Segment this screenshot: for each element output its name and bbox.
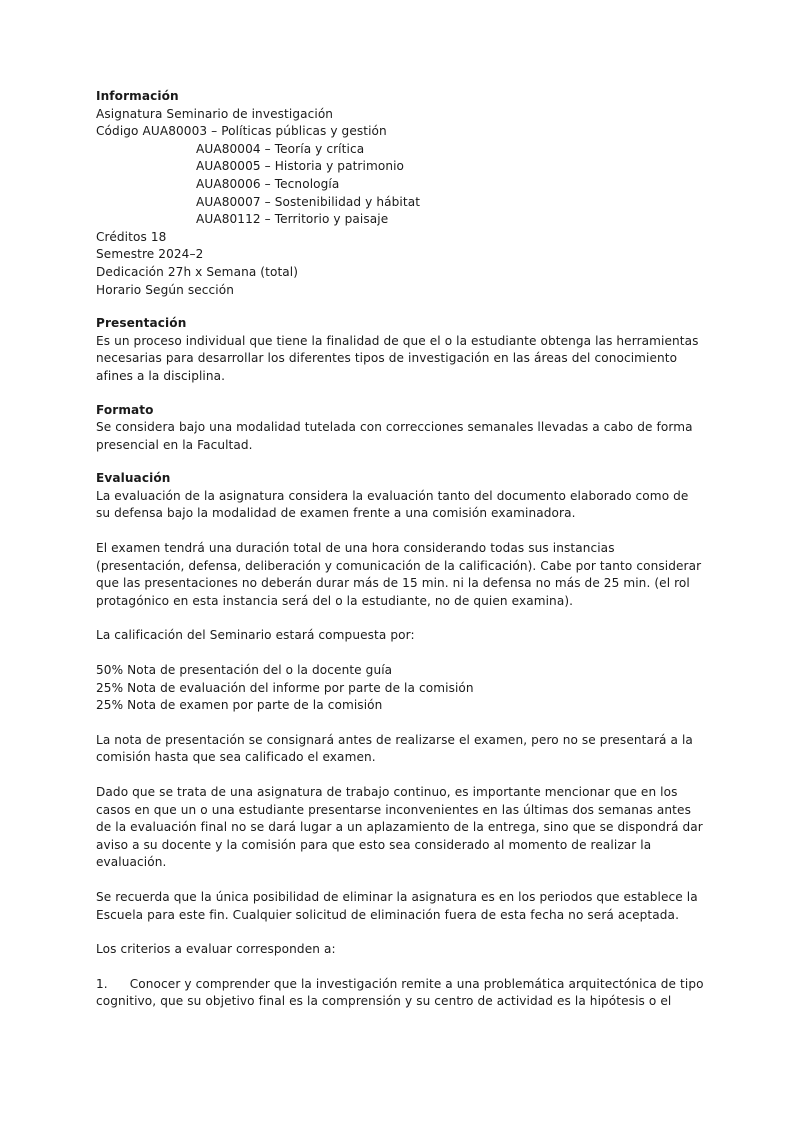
evaluacion-paragraph-4: La nota de presentación se consignará antes de realizarse el examen, pero no se presentará a la comisión hasta que sea calificado el examen. [96, 732, 693, 765]
spacer [96, 715, 704, 732]
evaluacion-paragraph-5: Dado que se trata de una asignatura de trabajo continuo, es importante mencionar que en los casos en que un o una estudiante presentarse inconvenientes en las últimas dos semanas antes de la evaluación final no se dará lugar a un aplazamiento de la entrega, sino que se dispondrá dar aviso a su docente y la comisión para que esto sea considerado al momento de realizar la evaluación. [96, 785, 703, 870]
presentacion-paragraph: Es un proceso individual que tiene la finalidad de que el o la estudiante obtenga las herramientas necesarias para desarrollar los diferentes tipos de investigación en las áreas del conocimiento afines a la disciplina. [96, 333, 699, 383]
info-line-aua80112: AUA80112 – Territorio y paisaje [196, 212, 389, 227]
info-line-semestre: Semestre 2024–2 [96, 247, 204, 262]
info-line-codigo: Código AUA80003 – Políticas públicas y gestión [96, 124, 387, 139]
section-heading: Presentación [96, 316, 187, 331]
section-evaluacion [96, 470, 704, 1011]
spacer [96, 523, 704, 540]
evaluacion-paragraph-7: Los criterios a evaluar corresponden a: [96, 942, 336, 957]
spacer [96, 645, 704, 662]
info-line-aua80005: AUA80005 – Historia y patrimonio [196, 159, 405, 174]
info-line-creditos: Créditos 18 [96, 229, 167, 244]
grading-item-1: 50% Nota de presentación del o la docente guía [96, 663, 393, 678]
criterion-item-1 [96, 976, 704, 1011]
criterion-text: Conocer y comprender que la investigación remite a una problemática arquitectónica de tipo cognitivo, que su objetivo final es la comprensión y su centro de actividad es la hipótesis o el [96, 976, 704, 1009]
section-presentacion [96, 315, 704, 385]
section-formato [96, 402, 704, 455]
info-line-horario: Horario Según sección [96, 282, 234, 297]
evaluacion-paragraph-3: La calificación del Seminario estará compuesta por: [96, 628, 415, 643]
evaluacion-paragraph-2: El examen tendrá una duración total de una hora considerando todas sus instancias (presentación, defensa, deliberación y comunicación de la calificación). Cabe por tanto considerar que las presentaciones no deberán durar más de 15 min. ni la defensa no más de 25 min. (el rol protagónico en esta instancia será del o la estudiante, no de quien examina). [96, 541, 702, 608]
evaluacion-paragraph-1: La evaluación de la asignatura considera la evaluación tanto del documento elaborado como de su defensa bajo la modalidad de examen frente a una comisión examinadora. [96, 488, 689, 521]
spacer [96, 454, 704, 470]
info-line-asignatura: Asignatura Seminario de investigación [96, 106, 334, 121]
evaluacion-paragraph-6: Se recuerda que la única posibilidad de eliminar la asignatura es en los periodos que establece la Escuela para este fin. Cualquier solicitud de eliminación fuera de esta fecha no será aceptada. [96, 889, 698, 922]
spacer [96, 610, 704, 627]
spacer [96, 872, 704, 889]
spacer [96, 924, 704, 941]
section-heading: Evaluación [96, 471, 171, 486]
document-body [96, 88, 704, 1011]
grading-item-3: 25% Nota de examen por parte de la comisión [96, 698, 383, 713]
spacer [96, 299, 704, 315]
info-line-dedicacion: Dedicación 27h x Semana (total) [96, 264, 299, 279]
info-line-aua80004: AUA80004 – Teoría y crítica [196, 141, 365, 156]
criterion-number: 1. [96, 976, 108, 991]
section-heading: Información [96, 89, 179, 103]
info-line-aua80007: AUA80007 – Sostenibilidad y hábitat [196, 194, 421, 209]
info-line-aua80006: AUA80006 – Tecnología [196, 176, 340, 191]
section-heading: Formato [96, 402, 154, 417]
formato-paragraph: Se considera bajo una modalidad tutelada con correcciones semanales llevadas a cabo de forma presencial en la Facultad. [96, 420, 693, 452]
spacer [96, 767, 704, 784]
grading-item-2: 25% Nota de evaluación del informe por parte de la comisión [96, 680, 474, 695]
section-informacion [96, 88, 704, 299]
spacer [96, 959, 704, 976]
spacer [96, 386, 704, 402]
